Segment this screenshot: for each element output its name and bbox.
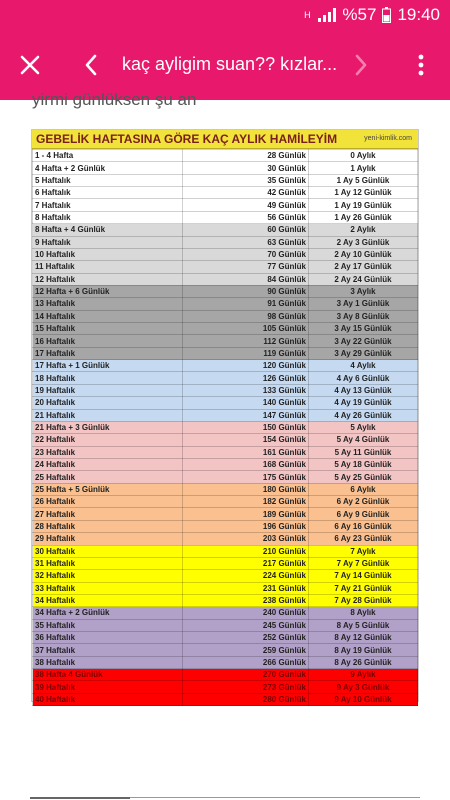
days-cell: 168 Günlük bbox=[183, 458, 309, 470]
week-cell: 16 Haftalık bbox=[33, 335, 183, 347]
months-cell: 5 Aylık bbox=[309, 421, 418, 433]
months-cell: 4 Ay 6 Günlük bbox=[309, 372, 418, 384]
months-cell: 7 Ay 21 Günlük bbox=[309, 582, 418, 594]
months-cell: 9 Ay 10 Günlük bbox=[309, 693, 418, 705]
week-cell: 17 Haftalık bbox=[33, 347, 183, 359]
partial-text: yirmi günlüksen şu an bbox=[32, 90, 197, 109]
week-cell: 37 Haftalık bbox=[33, 644, 183, 656]
months-cell: 2 Aylık bbox=[309, 224, 418, 236]
months-cell: 0 Aylık bbox=[309, 150, 418, 162]
days-cell: 161 Günlük bbox=[183, 446, 309, 458]
more-vert-icon bbox=[418, 54, 424, 76]
table-row bbox=[33, 496, 418, 508]
week-cell: 39 Haftalık bbox=[33, 681, 183, 693]
days-cell: 175 Günlük bbox=[183, 471, 309, 483]
week-cell: 17 Hafta + 1 Günlük bbox=[33, 360, 183, 372]
week-cell: 24 Haftalık bbox=[33, 458, 183, 470]
chart-site-label: yeni-kimlik.com bbox=[364, 135, 412, 142]
week-cell: 34 Haftalık bbox=[33, 594, 183, 606]
table-row bbox=[33, 372, 418, 384]
table-row bbox=[33, 533, 418, 545]
week-cell: 21 Hafta + 3 Günlük bbox=[33, 421, 183, 433]
clock: 19:40 bbox=[397, 5, 440, 24]
months-cell: 4 Ay 13 Günlük bbox=[309, 384, 418, 396]
days-cell: 266 Günlük bbox=[183, 656, 309, 668]
table-row bbox=[33, 174, 418, 186]
week-cell: 20 Haftalık bbox=[33, 397, 183, 409]
days-cell: 35 Günlük bbox=[183, 174, 309, 186]
week-cell: 8 Hafta + 4 Günlük bbox=[33, 224, 183, 236]
week-cell: 30 Haftalık bbox=[33, 545, 183, 557]
months-cell: 8 Aylık bbox=[309, 607, 418, 619]
table-row bbox=[33, 162, 418, 174]
days-cell: 252 Günlük bbox=[183, 632, 309, 644]
months-cell: 8 Ay 12 Günlük bbox=[309, 632, 418, 644]
months-cell: 6 Aylık bbox=[309, 483, 418, 495]
days-cell: 90 Günlük bbox=[183, 285, 309, 297]
week-cell: 15 Haftalık bbox=[33, 323, 183, 335]
table-row bbox=[33, 285, 418, 297]
months-cell: 8 Ay 19 Günlük bbox=[309, 644, 418, 656]
days-cell: 270 Günlük bbox=[183, 669, 309, 681]
table-row bbox=[33, 236, 418, 248]
table-row bbox=[33, 446, 418, 458]
days-cell: 147 Günlük bbox=[183, 409, 309, 421]
week-cell: 8 Haftalık bbox=[33, 211, 183, 223]
week-cell: 29 Haftalık bbox=[33, 533, 183, 545]
battery-icon bbox=[382, 7, 391, 23]
months-cell: 4 Ay 19 Günlük bbox=[309, 397, 418, 409]
week-cell: 12 Hafta + 6 Günlük bbox=[33, 285, 183, 297]
days-cell: 56 Günlük bbox=[183, 211, 309, 223]
days-cell: 259 Günlük bbox=[183, 644, 309, 656]
table-row bbox=[33, 520, 418, 532]
table-row bbox=[33, 656, 418, 668]
week-cell: 7 Haftalık bbox=[33, 199, 183, 211]
months-cell: 6 Ay 2 Günlük bbox=[309, 496, 418, 508]
days-cell: 240 Günlük bbox=[183, 607, 309, 619]
table-row bbox=[33, 471, 418, 483]
days-cell: 196 Günlük bbox=[183, 520, 309, 532]
table-row bbox=[33, 310, 418, 322]
days-cell: 245 Günlük bbox=[183, 619, 309, 631]
months-cell: 6 Ay 9 Günlük bbox=[309, 508, 418, 520]
table-row bbox=[33, 384, 418, 396]
table-row bbox=[33, 669, 418, 681]
months-cell: 4 Aylık bbox=[309, 360, 418, 372]
days-cell: 42 Günlük bbox=[183, 187, 309, 199]
months-cell: 1 Ay 19 Günlük bbox=[309, 199, 418, 211]
network-type: H bbox=[304, 9, 311, 20]
week-cell: 11 Haftalık bbox=[33, 261, 183, 273]
week-cell: 35 Haftalık bbox=[33, 619, 183, 631]
days-cell: 203 Günlük bbox=[183, 533, 309, 545]
week-cell: 21 Haftalık bbox=[33, 409, 183, 421]
week-cell: 5 Haftalık bbox=[33, 174, 183, 186]
days-cell: 182 Günlük bbox=[183, 496, 309, 508]
days-cell: 49 Günlük bbox=[183, 199, 309, 211]
week-cell: 38 Haftalık bbox=[33, 656, 183, 668]
days-cell: 140 Günlük bbox=[183, 397, 309, 409]
days-cell: 119 Günlük bbox=[183, 347, 309, 359]
forward-button[interactable] bbox=[348, 47, 374, 83]
table-row bbox=[33, 323, 418, 335]
days-cell: 180 Günlük bbox=[183, 483, 309, 495]
pregnancy-chart-image[interactable] bbox=[31, 129, 419, 702]
table-row bbox=[33, 693, 418, 705]
table-row bbox=[33, 360, 418, 372]
days-cell: 77 Günlük bbox=[183, 261, 309, 273]
months-cell: 1 Ay 5 Günlük bbox=[309, 174, 418, 186]
chart-header bbox=[32, 130, 418, 149]
months-cell: 7 Ay 14 Günlük bbox=[309, 570, 418, 582]
table-row bbox=[33, 187, 418, 199]
months-cell: 4 Ay 26 Günlük bbox=[309, 409, 418, 421]
content-area[interactable] bbox=[0, 90, 450, 800]
months-cell: 5 Ay 11 Günlük bbox=[309, 446, 418, 458]
week-cell: 10 Haftalık bbox=[33, 248, 183, 260]
table-row bbox=[33, 508, 418, 520]
forward-arrow-icon bbox=[354, 54, 368, 76]
chart-title: GEBELİK HAFTASINA GÖRE KAÇ AYLIK HAMİLEYİM bbox=[36, 132, 338, 146]
days-cell: 150 Günlük bbox=[183, 421, 309, 433]
table-row bbox=[33, 150, 418, 162]
months-cell: 7 Ay 28 Günlük bbox=[309, 594, 418, 606]
week-cell: 33 Haftalık bbox=[33, 582, 183, 594]
months-cell: 3 Ay 8 Günlük bbox=[309, 310, 418, 322]
table-row bbox=[33, 483, 418, 495]
table-row bbox=[33, 347, 418, 359]
months-cell: 5 Ay 4 Günlük bbox=[309, 434, 418, 446]
week-cell: 23 Haftalık bbox=[33, 446, 183, 458]
days-cell: 210 Günlük bbox=[183, 545, 309, 557]
table-row bbox=[33, 681, 418, 693]
months-cell: 1 Ay 12 Günlük bbox=[309, 187, 418, 199]
table-row bbox=[33, 224, 418, 236]
days-cell: 105 Günlük bbox=[183, 323, 309, 335]
week-cell: 22 Haftalık bbox=[33, 434, 183, 446]
divider-accent bbox=[30, 797, 130, 799]
months-cell: 9 Ay 3 Günlük bbox=[309, 681, 418, 693]
months-cell: 2 Ay 3 Günlük bbox=[309, 236, 418, 248]
table-row bbox=[33, 211, 418, 223]
status-bar bbox=[0, 0, 450, 30]
page-title: kaç ayligim suan?? kızlar... bbox=[122, 54, 338, 74]
months-cell: 9 Aylık bbox=[309, 669, 418, 681]
week-cell: 32 Haftalık bbox=[33, 570, 183, 582]
week-cell: 25 Hafta + 5 Günlük bbox=[33, 483, 183, 495]
months-cell: 6 Ay 23 Günlük bbox=[309, 533, 418, 545]
days-cell: 91 Günlük bbox=[183, 298, 309, 310]
week-cell: 38 Hafta 4 Günlük bbox=[33, 669, 183, 681]
months-cell: 3 Ay 22 Günlük bbox=[309, 335, 418, 347]
close-icon bbox=[20, 55, 40, 75]
table-row bbox=[33, 632, 418, 644]
months-cell: 3 Aylık bbox=[309, 285, 418, 297]
table-row bbox=[33, 248, 418, 260]
days-cell: 133 Günlük bbox=[183, 384, 309, 396]
days-cell: 126 Günlük bbox=[183, 372, 309, 384]
table-row bbox=[33, 298, 418, 310]
months-cell: 2 Ay 10 Günlük bbox=[309, 248, 418, 260]
months-cell: 6 Ay 16 Günlük bbox=[309, 520, 418, 532]
months-cell: 3 Ay 29 Günlük bbox=[309, 347, 418, 359]
table-row bbox=[33, 199, 418, 211]
table-row bbox=[33, 594, 418, 606]
months-cell: 1 Aylık bbox=[309, 162, 418, 174]
close-button[interactable] bbox=[12, 47, 48, 83]
days-cell: 112 Günlük bbox=[183, 335, 309, 347]
days-cell: 98 Günlük bbox=[183, 310, 309, 322]
months-cell: 7 Ay 7 Günlük bbox=[309, 557, 418, 569]
days-cell: 273 Günlük bbox=[183, 681, 309, 693]
week-cell: 14 Haftalık bbox=[33, 310, 183, 322]
table-row bbox=[33, 545, 418, 557]
table-row bbox=[33, 397, 418, 409]
table-row bbox=[33, 434, 418, 446]
days-cell: 224 Günlük bbox=[183, 570, 309, 582]
table-row bbox=[33, 582, 418, 594]
week-cell: 9 Haftalık bbox=[33, 236, 183, 248]
days-cell: 28 Günlük bbox=[183, 150, 309, 162]
week-cell: 12 Haftalık bbox=[33, 273, 183, 285]
days-cell: 238 Günlük bbox=[183, 594, 309, 606]
table-row bbox=[33, 458, 418, 470]
days-cell: 30 Günlük bbox=[183, 162, 309, 174]
months-cell: 1 Ay 26 Günlük bbox=[309, 211, 418, 223]
more-options-button[interactable] bbox=[408, 47, 434, 83]
week-cell: 6 Haftalık bbox=[33, 187, 183, 199]
days-cell: 217 Günlük bbox=[183, 557, 309, 569]
week-cell: 28 Haftalık bbox=[33, 520, 183, 532]
week-cell: 36 Haftalık bbox=[33, 632, 183, 644]
pregnancy-table bbox=[32, 149, 418, 706]
months-cell: 5 Ay 18 Günlük bbox=[309, 458, 418, 470]
table-row bbox=[33, 644, 418, 656]
months-cell: 8 Ay 26 Günlük bbox=[309, 656, 418, 668]
months-cell: 5 Ay 25 Günlük bbox=[309, 471, 418, 483]
battery-level: %57 bbox=[342, 5, 377, 24]
table-row bbox=[33, 409, 418, 421]
table-row bbox=[33, 421, 418, 433]
week-cell: 40 Haftalık bbox=[33, 693, 183, 705]
months-cell: 2 Ay 24 Günlük bbox=[309, 273, 418, 285]
week-cell: 26 Haftalık bbox=[33, 496, 183, 508]
days-cell: 154 Günlük bbox=[183, 434, 309, 446]
months-cell: 7 Aylık bbox=[309, 545, 418, 557]
months-cell: 2 Ay 17 Günlük bbox=[309, 261, 418, 273]
days-cell: 70 Günlük bbox=[183, 248, 309, 260]
months-cell: 8 Ay 5 Günlük bbox=[309, 619, 418, 631]
status-icons bbox=[302, 5, 440, 25]
days-cell: 231 Günlük bbox=[183, 582, 309, 594]
week-cell: 31 Haftalık bbox=[33, 557, 183, 569]
table-row bbox=[33, 273, 418, 285]
table-row bbox=[33, 570, 418, 582]
days-cell: 84 Günlük bbox=[183, 273, 309, 285]
week-cell: 4 Hafta + 2 Günlük bbox=[33, 162, 183, 174]
table-row bbox=[33, 607, 418, 619]
days-cell: 60 Günlük bbox=[183, 224, 309, 236]
months-cell: 3 Ay 1 Günlük bbox=[309, 298, 418, 310]
week-cell: 34 Hafta + 2 Günlük bbox=[33, 607, 183, 619]
week-cell: 27 Haftalık bbox=[33, 508, 183, 520]
months-cell: 3 Ay 15 Günlük bbox=[309, 323, 418, 335]
back-button[interactable] bbox=[74, 47, 108, 83]
back-arrow-icon bbox=[84, 54, 98, 76]
week-cell: 1 - 4 Hafta bbox=[33, 150, 183, 162]
days-cell: 63 Günlük bbox=[183, 236, 309, 248]
week-cell: 19 Haftalık bbox=[33, 384, 183, 396]
days-cell: 189 Günlük bbox=[183, 508, 309, 520]
table-row bbox=[33, 557, 418, 569]
signal-icon bbox=[318, 8, 336, 22]
table-row bbox=[33, 261, 418, 273]
week-cell: 18 Haftalık bbox=[33, 372, 183, 384]
week-cell: 13 Haftalık bbox=[33, 298, 183, 310]
days-cell: 120 Günlük bbox=[183, 360, 309, 372]
week-cell: 25 Haftalık bbox=[33, 471, 183, 483]
table-row bbox=[33, 335, 418, 347]
days-cell: 280 Günlük bbox=[183, 693, 309, 705]
table-row bbox=[33, 619, 418, 631]
